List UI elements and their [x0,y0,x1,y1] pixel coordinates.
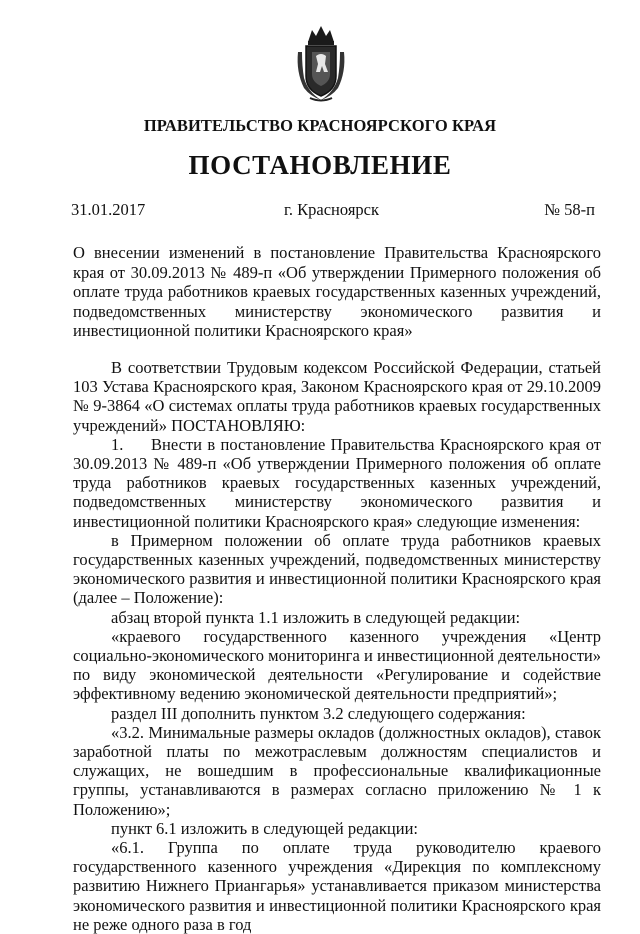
item-number: 1. [111,434,124,454]
paragraph-amend-section-3: раздел III дополнить пунктом 3.2 следующего содержания: [111,703,526,723]
paragraph-preamble: В соответствии Трудовым кодексом Российской Федерации, статьей 103 Устава Красноярского края, Законом Красноярского края от 29.10.2009 № 9-3864 «О системах оплаты труда работников краевых государственных учреждений» ПОСТАНОВЛЯЮ: [73,358,601,435]
document-number: № 58-п [544,200,595,219]
item-1-text: Внести в постановление Правительства Красноярского края от 30.09.2013 № 489-п «Об утверждении Примерного положения об оплате труда работников краевых государственных казенных учреждений, подведомственных министерству экономического развития и инвестиционной политики Красноярского края» следующие изменения: [73,434,601,531]
paragraph-quote-1-1: «краевого государственного казенного учреждения «Центр социально-экономического мониторинга и инвестиционной деятельности» по виду экономической деятельности «Регулирование и содействие эффективному ведению экономической деятельности предприятий»; [73,626,601,704]
paragraph-amend-6-1: пункт 6.1 изложить в следующей редакции: [111,818,419,838]
document-type: ПОСТАНОВЛЕНИЕ [188,150,452,180]
government-name: ПРАВИТЕЛЬСТВО КРАСНОЯРСКОГО КРАЯ [143,116,497,135]
paragraph-item-1 [73,435,601,531]
paragraph-amendment-scope: в Примерном положении об оплате труда работников краевых государственных казенных учреждений, подведомственных министерству экономического развития и инвестиционной политики Красноярского края (далее – Положение): [73,530,601,608]
document-city: г. Красноярск [284,200,380,219]
document-title: О внесении изменений в постановление Правительства Красноярского края от 30.09.2013 № 489-п «Об утверждении Примерного положения об оплате труда работников краевых государственных казенных учреждений, подведомственных министерству экономического развития и инвестиционной политики Красноярского края» [73,243,601,340]
document-body [73,358,601,934]
paragraph-quote-6-1: «6.1. Группа по оплате труда руководителю краевого государственного казенного учреждения «Дирекция по комплексному развитию Нижнего Приангарья» устанавливается приказом министерства экономического развития и инвестиционной политики Красноярского края не реже одного раза в год [73,838,601,934]
document-date: 31.01.2017 [71,200,146,219]
paragraph-quote-3-2: «3.2. Минимальные размеры окладов (должностных окладов), ставок заработной платы по межотраслевым должностям специалистов и служащих, не вошедшим в профессиональные квалификационные группы, устанавливаются в размерах согласно приложению № 1 к Положению»; [73,722,601,819]
paragraph-amend-1-1: абзац второй пункта 1.1 изложить в следующей редакции: [111,607,521,627]
coat-of-arms-icon [294,22,348,104]
